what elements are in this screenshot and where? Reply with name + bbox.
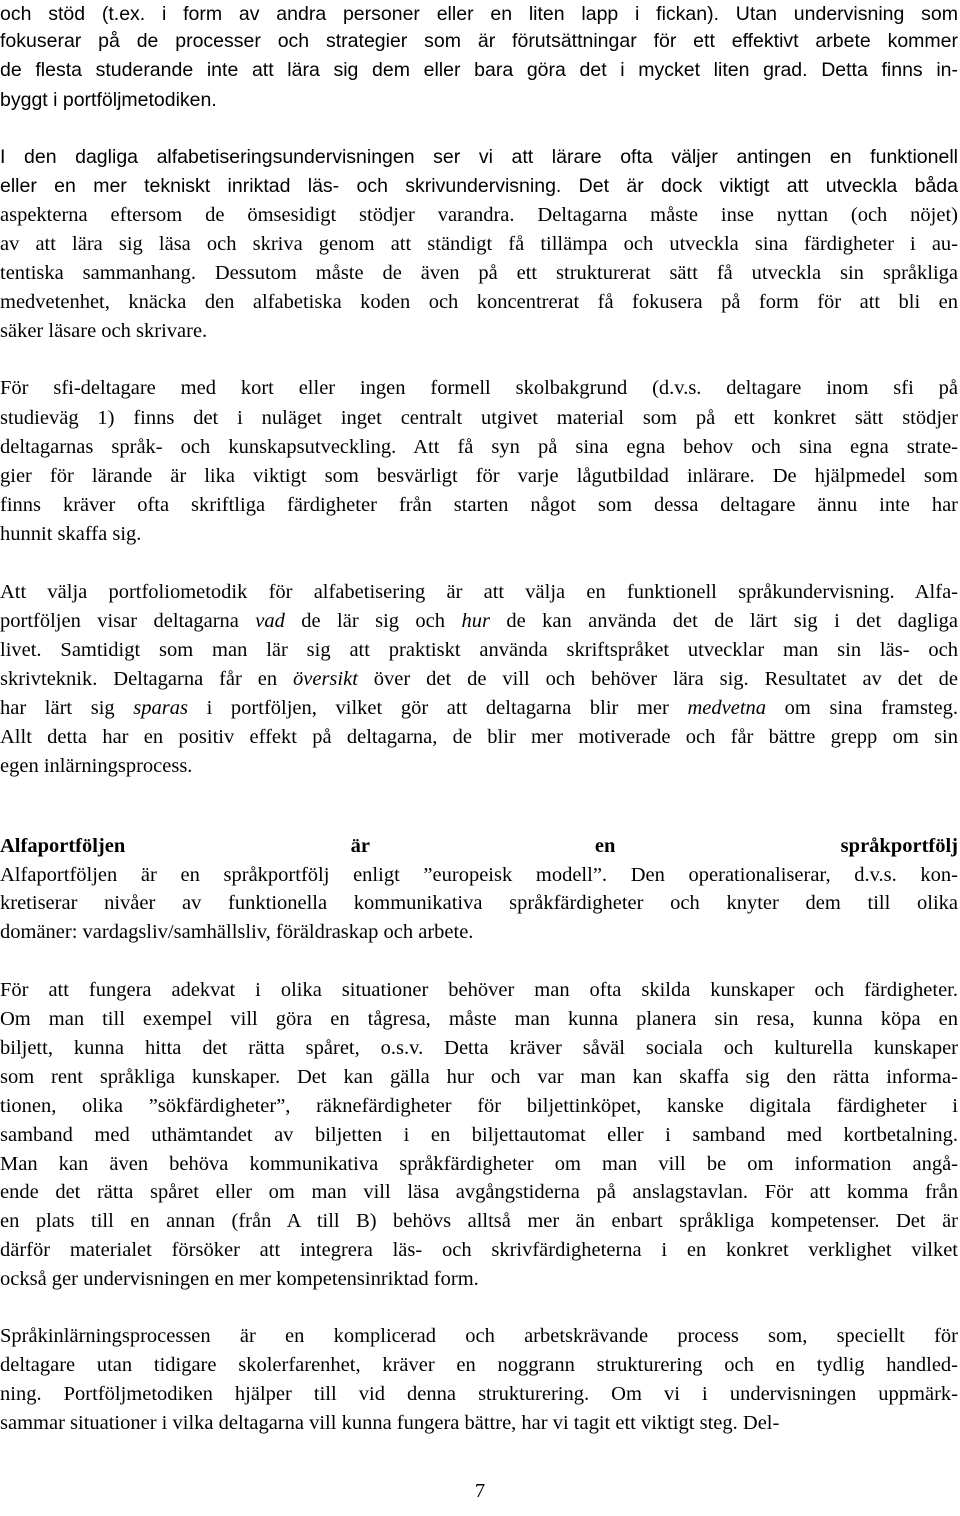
text-line [0, 520, 958, 549]
text-line [0, 1409, 958, 1438]
text-run: Man kan även behöva kommunikativa språkfärdigheter om man vill be om information angå- [0, 1153, 958, 1175]
text-line [0, 1121, 958, 1150]
text-run: i portföljen, vilket gör att deltagarna blir mer [187, 697, 688, 719]
text-run: fokuserar på de processer och strategier som är förutsättningar för ett effektivt arbete kommer [0, 30, 958, 52]
text-line [0, 462, 958, 491]
emphasis-text: hur [461, 610, 490, 632]
text-run: Språkinlärningsprocessen är en komplicerad och arbetskrävande process som, speciellt för [0, 1325, 958, 1347]
section-heading [0, 832, 958, 861]
text-line [0, 665, 958, 694]
text-run: därför materialet försöker att integrera läs- och skrivfärdigheterna i en konkret verklighet vilket [0, 1239, 958, 1261]
text-line [0, 317, 958, 346]
text-run: och stöd (t.ex. i form av andra personer eller en liten lapp i fickan). Utan undervisning som [0, 3, 958, 25]
text-run: kretiserar nivåer av funktionella kommunikativa språkfärdigheter och knyter dem till olika [0, 892, 958, 914]
text-run: Att välja portfoliometodik för alfabetisering är att välja en funktionell språkundervisning. Alfa- [0, 581, 958, 603]
text-run: säker läsare och skrivare. [0, 320, 208, 342]
text-line [0, 1380, 958, 1409]
text-run: samband med uthämtandet av biljetten i en biljettautomat eller i samband med kortbetalning. [0, 1124, 958, 1146]
text-line [0, 86, 958, 115]
text-line [0, 56, 958, 85]
text-line [0, 752, 958, 781]
text-line [0, 861, 958, 890]
text-line [0, 578, 958, 607]
text-run: byggt i portföljmetodiken. [0, 89, 217, 111]
text-line [0, 1351, 958, 1380]
text-line [0, 723, 958, 752]
text-line [0, 1150, 958, 1179]
text-run: Alfaportföljen är en språkportfölj enligt ”europeisk modell”. Den operationaliserar, d.v.s. kon- [0, 864, 958, 886]
text-line [0, 1265, 958, 1294]
text-run: de kan använda det de lärt sig i det dagliga [489, 610, 958, 632]
text-line [0, 230, 958, 259]
text-run: portföljen visar deltagarna [0, 610, 256, 632]
text-run: medvetenhet, knäcka den alfabetiska koden och koncentrerat få fokusera på form för att bli en [0, 291, 958, 313]
text-line [0, 201, 958, 230]
emphasis-text: vad [255, 610, 285, 632]
text-line [0, 976, 958, 1005]
text-run: av att lära sig läsa och skriva genom att ständigt få tillämpa och utveckla sina färdigheter i au- [0, 233, 958, 255]
text-run: För att fungera adekvat i olika situationer behöver man ofta skilda kunskaper och färdigheter. [0, 979, 958, 1001]
emphasis-text: medvetna [687, 697, 767, 719]
text-line [0, 27, 958, 56]
emphasis-text: sparas [133, 697, 188, 719]
text-line [0, 889, 958, 918]
text-run: en plats till en annan (från A till B) behövs alltså mer än enbart språkliga kompetenser. Det är [0, 1210, 958, 1232]
text-run: ende det rätta spåret eller om man vill läsa avgångstiderna på anslagstavlan. För att komma från [0, 1181, 958, 1203]
text-line [0, 694, 958, 723]
text-run: Allt detta har en positiv effekt på deltagarna, de blir mer motiverade och får bättre grepp om sin [0, 726, 958, 748]
text-run: tentiska sammanhang. Dessutom måste de även på ett strukturerat sätt få utveckla sin språkliga [0, 262, 958, 284]
text-run: tionen, olika ”sökfärdigheter”, räknefärdigheter för biljettinköpet, kanske digitala färdigheter i [0, 1095, 958, 1117]
text-line [0, 374, 958, 403]
text-line [0, 607, 958, 636]
text-run: aspekterna eftersom de ömsesidigt stödjer varandra. Deltagarna måste inse nyttan (och nöjet) [0, 204, 958, 226]
text-line [0, 491, 958, 520]
text-run: deltagarnas språk- och kunskapsutveckling. Att få syn på sina egna behov och sina egna strate- [0, 436, 958, 458]
text-line [0, 404, 958, 433]
text-run: För sfi-deltagare med kort eller ingen formell skolbakgrund (d.v.s. deltagare inom sfi på [0, 377, 958, 399]
text-line [0, 1063, 958, 1092]
text-run: livet. Samtidigt som man lär sig att praktiskt använda skriftspråket utvecklar man sin läs- och [0, 639, 958, 661]
text-line [0, 918, 958, 947]
text-run: domäner: vardagsliv/samhällsliv, föräldraskap och arbete. [0, 921, 474, 943]
text-line [0, 1207, 958, 1236]
text-run: de lär sig och [284, 610, 462, 632]
text-run: deltagare utan tidigare skolerfarenhet, kräver en noggrann strukturering och en tydlig handled- [0, 1354, 958, 1376]
text-run: skrivteknik. Deltagarna får en [0, 668, 293, 690]
text-line [0, 1236, 958, 1265]
text-run: egen inlärningsprocess. [0, 755, 193, 777]
text-line [0, 1092, 958, 1121]
text-run: gier för lärande är lika viktigt som besvärligt för varje lågutbildad inlärare. De hjälpmedel som [0, 465, 958, 487]
text-run: eller en mer tekniskt inriktad läs- och skrivundervisning. Det är dock viktigt att utveckla båda [0, 175, 958, 197]
text-line [0, 433, 958, 462]
emphasis-text: översikt [293, 668, 358, 690]
text-line [0, 1034, 958, 1063]
text-run: hunnit skaffa sig. [0, 523, 142, 545]
text-run: studieväg 1) finns det i nuläget inget centralt utgivet material som på ett konkret sätt stödjer [0, 407, 958, 429]
text-run: biljett, kunna hitta det rätta spåret, o.s.v. Detta kräver såväl sociala och kulturella kunskaper [0, 1037, 958, 1059]
text-run: ning. Portföljmetodiken hjälper till vid denna strukturering. Om vi i undervisningen uppmärk- [0, 1383, 958, 1405]
text-run: om sina framsteg. [766, 697, 958, 719]
text-run: som rent språkliga kunskaper. Det kan gälla hur och var man kan skaffa sig den rätta informa- [0, 1066, 958, 1088]
text-run: har lärt sig [0, 697, 134, 719]
text-run: I den dagliga alfabetiseringsundervisningen ser vi att lärare ofta väljer antingen en funktionell [0, 146, 958, 168]
text-run: finns kräver ofta skriftliga färdigheter från starten något som dessa deltagare ännu inte har [0, 494, 958, 516]
text-run: sammar situationer i vilka deltagarna vill kunna fungera bättre, har vi tagit ett viktigt steg. Del- [0, 1412, 780, 1434]
text-line [0, 0, 958, 29]
text-line [0, 636, 958, 665]
text-line [0, 259, 958, 288]
text-run: Om man till exempel vill göra en tågresa, måste man kunna planera sin resa, kunna köpa en [0, 1008, 958, 1030]
text-line [0, 143, 958, 172]
text-run: Alfaportföljen är en språkportfölj [0, 835, 958, 857]
page-number: 7 [474, 1480, 486, 1502]
text-run: över det de vill och behöver lära sig. Resultatet av det de [357, 668, 958, 690]
text-line [0, 172, 958, 201]
text-line [0, 288, 958, 317]
text-line [0, 1322, 958, 1351]
text-line [0, 1005, 958, 1034]
text-run: de flesta studerande inte att lära sig dem eller bara göra det i mycket liten grad. Detta finns in- [0, 59, 958, 81]
text-run: också ger undervisningen en mer kompetensinriktad form. [0, 1268, 479, 1290]
text-line [0, 1178, 958, 1207]
